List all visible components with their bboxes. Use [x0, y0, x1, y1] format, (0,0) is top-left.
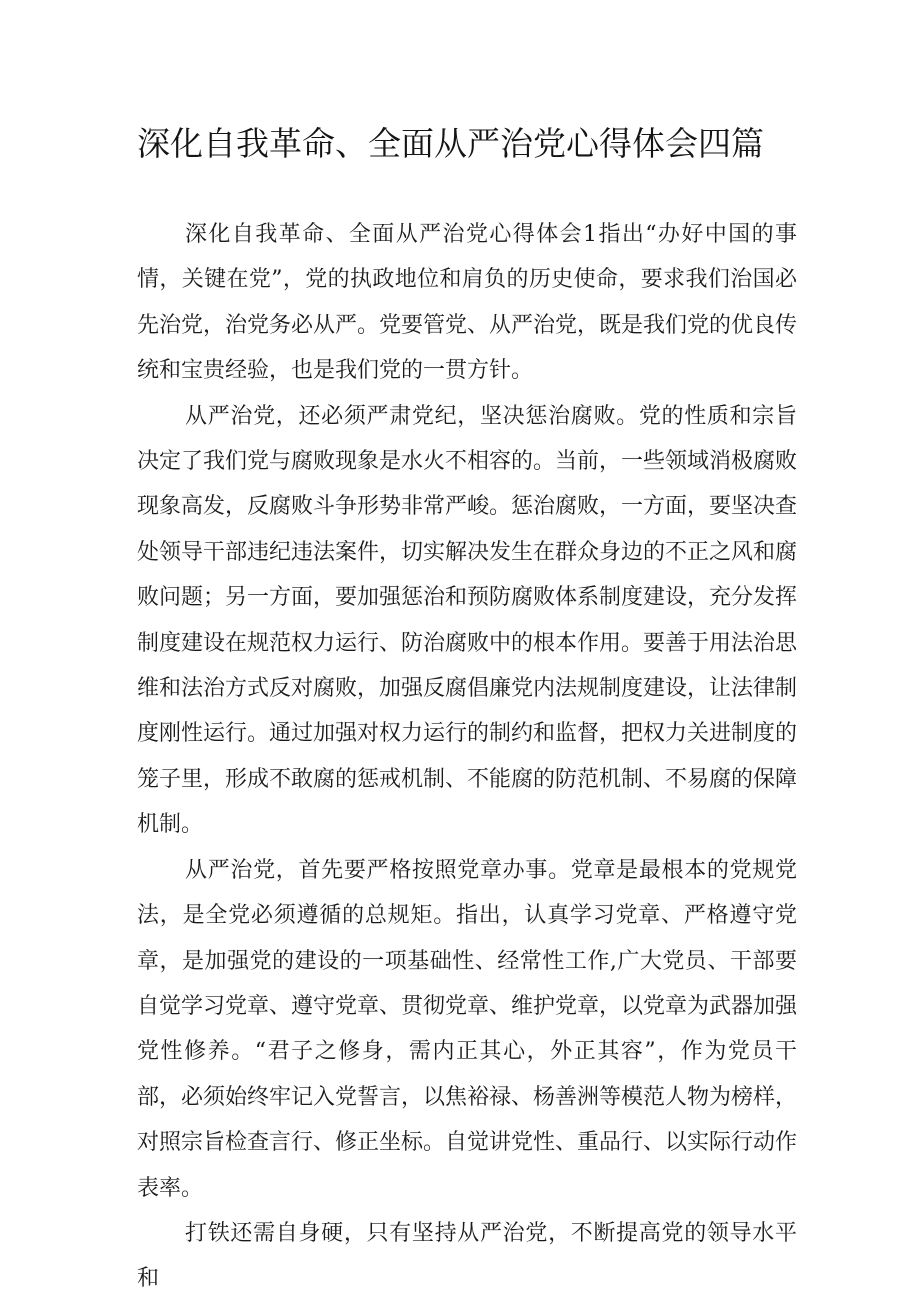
paragraph: 打铁还需自身硬，只有坚持从严治党，不断提高党的领导水平和	[137, 1220, 797, 1292]
paragraph: 从严治党，还必须严肃党纪，坚决惩治腐败。党的性质和宗旨决定了我们党与腐败现象是水火不相容的。当前，一些领域消极腐败现象高发，反腐败斗争形势非常严峻。惩治腐败，一方面，要坚决查处领导干部违纪违法案件，切实解决发生在群众身边的不正之风和腐败问题；另一方面，要加强惩治和预防腐败体系制度建设，充分发挥制度建设在规范权力运行、防治腐败中的根本作用。要善于用法治思维和法治方式反对腐败，加强反腐倡廉党内法规制度建设，让法律制度刚性运行。通过加强对权力运行的制约和监督，把权力关进制度的笼子里，形成不敢腐的惩戒机制、不能腐的防范机制、不易腐的保障机制。	[137, 403, 798, 838]
paragraph: 从严治党，首先要严格按照党章办事。党章是最根本的党规党法，是全党必须遵循的总规矩。指出，认真学习党章、严格遵守党章，是加强党的建设的一项基础性、经常性工作,广大党员、干部要自觉学习党章、遵守党章、贯彻党章、维护党章，以党章为武器加强党性修养。“君子之修身，需内正其心，外正其容”，作为党员干部，必须始终牢记入党誓言，以焦裕禄、杨善洲等模范人物为榜样，对照宗旨检查言行、修正坐标。自觉讲党性、重品行、以实际行动作表率。	[137, 857, 798, 1201]
document-title: 深化自我革命、全面从严治党心得体会四篇	[137, 124, 764, 163]
paragraph: 深化自我革命、全面从严治党心得体会1指出“办好中国的事情，关键在党”，党的执政地位和肩负的历史使命，要求我们治国必先治党，治党务必从严。党要管党、从严治党，既是我们党的优良传统和宝贵经验，也是我们党的一贯方针。	[137, 222, 798, 384]
document-body	[137, 212, 797, 1302]
